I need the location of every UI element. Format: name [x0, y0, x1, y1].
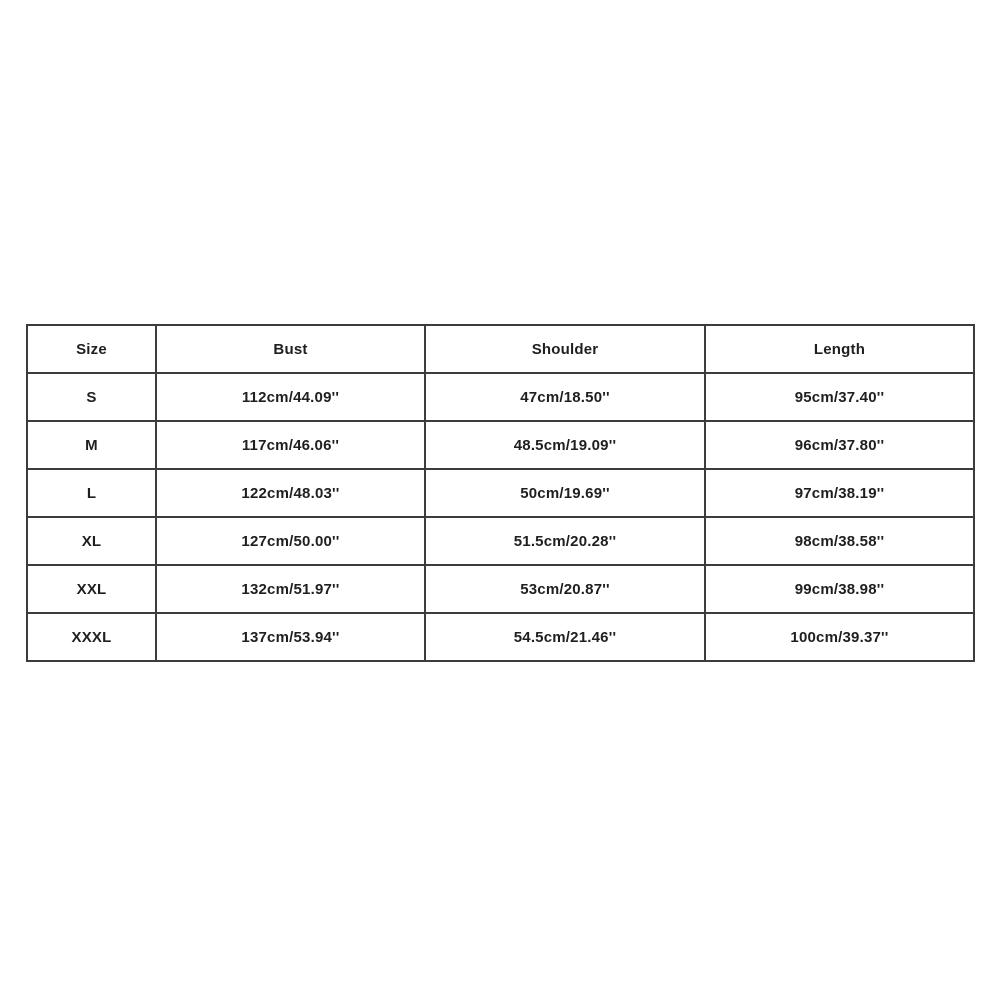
column-header-bust: Bust — [156, 325, 425, 373]
cell-s-size: S — [27, 373, 156, 421]
column-header-size: Size — [27, 325, 156, 373]
cell-l-shoulder: 50cm/19.69'' — [425, 469, 705, 517]
cell-xxl-length: 99cm/38.98'' — [705, 565, 974, 613]
cell-m-shoulder: 48.5cm/19.09'' — [425, 421, 705, 469]
cell-xxl-bust: 132cm/51.97'' — [156, 565, 425, 613]
table-row-l — [27, 469, 974, 517]
table-row-xxxl — [27, 613, 974, 661]
size-chart-header — [27, 325, 974, 373]
cell-xxxl-shoulder: 54.5cm/21.46'' — [425, 613, 705, 661]
size-chart-body — [27, 373, 974, 661]
table-row-xl — [27, 517, 974, 565]
size-chart-table — [26, 324, 975, 662]
cell-xxxl-bust: 137cm/53.94'' — [156, 613, 425, 661]
cell-s-bust: 112cm/44.09'' — [156, 373, 425, 421]
cell-l-bust: 122cm/48.03'' — [156, 469, 425, 517]
cell-xl-length: 98cm/38.58'' — [705, 517, 974, 565]
cell-xxl-shoulder: 53cm/20.87'' — [425, 565, 705, 613]
cell-m-size: M — [27, 421, 156, 469]
column-header-shoulder: Shoulder — [425, 325, 705, 373]
header-row — [27, 325, 974, 373]
cell-l-length: 97cm/38.19'' — [705, 469, 974, 517]
table-row-xxl — [27, 565, 974, 613]
cell-l-size: L — [27, 469, 156, 517]
table-row-s — [27, 373, 974, 421]
cell-xxl-size: XXL — [27, 565, 156, 613]
cell-xl-size: XL — [27, 517, 156, 565]
table-row-m — [27, 421, 974, 469]
cell-xxxl-size: XXXL — [27, 613, 156, 661]
cell-m-length: 96cm/37.80'' — [705, 421, 974, 469]
cell-xxxl-length: 100cm/39.37'' — [705, 613, 974, 661]
cell-m-bust: 117cm/46.06'' — [156, 421, 425, 469]
cell-xl-shoulder: 51.5cm/20.28'' — [425, 517, 705, 565]
cell-xl-bust: 127cm/50.00'' — [156, 517, 425, 565]
cell-s-length: 95cm/37.40'' — [705, 373, 974, 421]
column-header-length: Length — [705, 325, 974, 373]
cell-s-shoulder: 47cm/18.50'' — [425, 373, 705, 421]
